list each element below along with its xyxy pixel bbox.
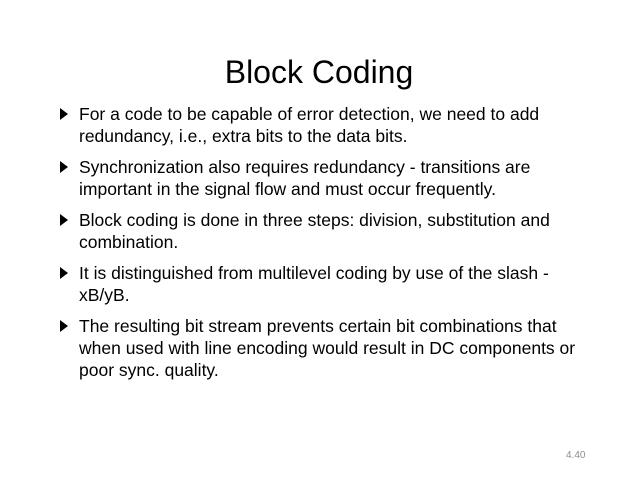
bullet-item [60,315,600,381]
bullet-text: The resulting bit stream prevents certain bit combinations that when used with line encoding would result in DC components or poor sync. quality. [79,316,576,380]
slide-title: Block Coding [224,54,414,90]
bullet-text: Synchronization also requires redundancy - transitions are important in the signal flow and must occur frequently. [79,157,531,199]
triangle-right-icon [60,108,68,120]
triangle-right-icon [60,161,68,173]
triangle-right-icon [60,214,68,226]
triangle-right-icon [60,267,68,279]
bullet-item [60,103,600,147]
bullet-text: For a code to be capable of error detection, we need to add redundancy, i.e., extra bits to the data bits. [79,104,540,146]
bullet-item [60,262,600,306]
bullet-text: Block coding is done in three steps: division, substitution and combination. [79,210,550,252]
bullet-item [60,156,600,200]
triangle-right-icon [60,320,68,332]
bullet-item [60,209,600,253]
bullet-text: It is distinguished from multilevel coding by use of the slash - xB/yB. [79,263,549,305]
bullet-list [60,103,600,390]
page-number: 4.40 [566,450,586,461]
